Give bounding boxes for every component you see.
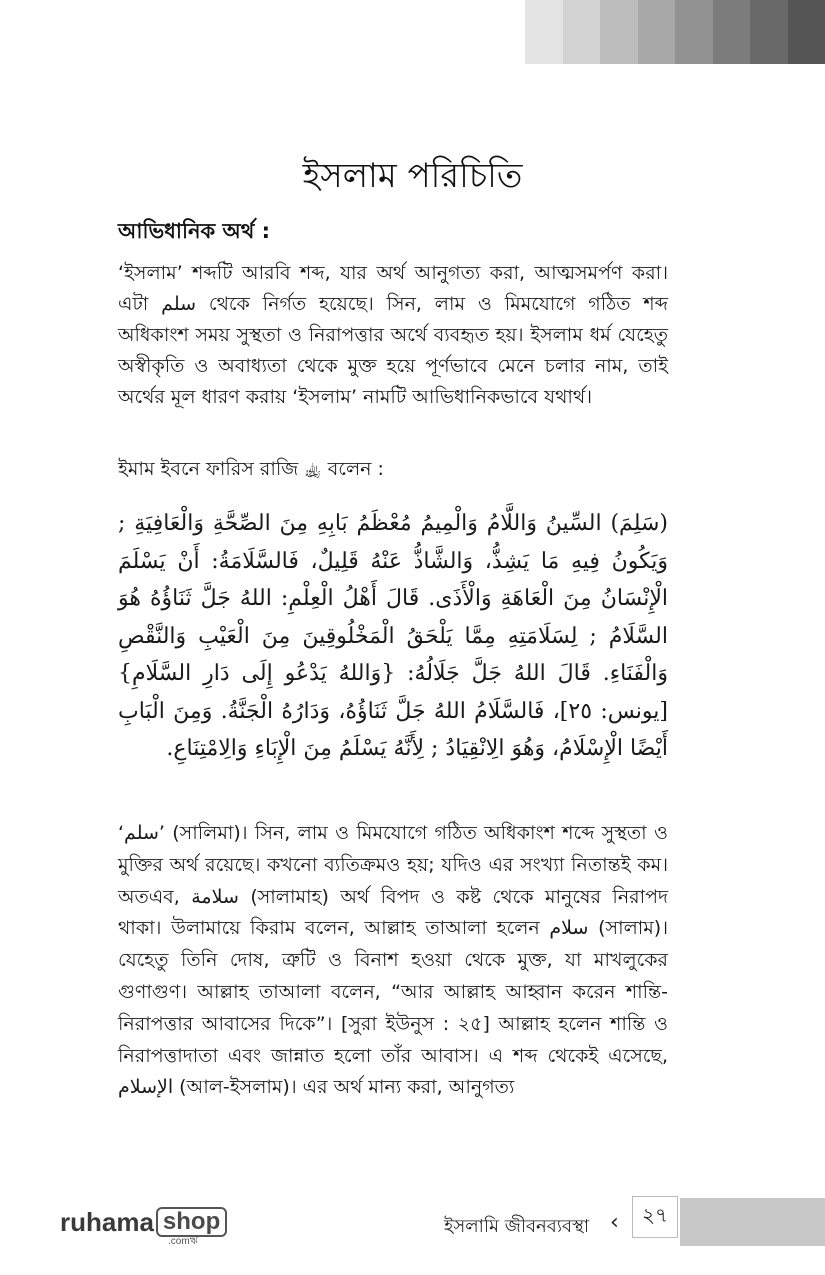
page-number: ২৭: [632, 1196, 678, 1238]
strip-segment: [525, 0, 563, 64]
strip-segment: [563, 0, 601, 64]
strip-segment: [600, 0, 638, 64]
paragraph-2: ‘سلم’ (সালিমা)। সিন, লাম ও মিমযোগে গঠিত অধিকাংশ শব্দে সুস্থতা ও মুক্তির অর্থ রয়েছে। কখনো ব্যতিক্রমও হয়; যদিও এর সংখ্যা নিতান্তই কম। অতএব, سلامة (সালামাহ) অর্থ বিপদ ও কষ্ট থেকে মানুষের নিরাপদ থাকা। উলামায়ে কিরাম বলেন, আল্লাহ তাআলা হলেন سلام (সালাম)। যেহেতু তিনি দোষ, ত্রুটি ও বিনাশ হওয়া থেকে মুক্ত, যা মাখলুকের গুণাগুণ। আল্লাহ তাআলা বলেন, “আর আল্লাহ আহ্বান করেন শান্তি-নিরাপত্তার আবাসের দিকে”। [সুরা ইউনুস : ২৫] আল্লাহ হলেন শান্তি ও নিরাপত্তাদাতা এবং জান্নাত হলো তাঁর আবাস। এ শব্দ থেকেই এসেছে, الإسلام (আল-ইসলাম)। এর অর্থ মান্য করা, আনুগত্য: [118, 822, 668, 1099]
logo-subtext: .comঋ: [168, 1236, 198, 1247]
strip-segment: [675, 0, 713, 64]
logo-text: ruhama: [60, 1207, 154, 1237]
page-title: ইসলাম পরিচিতি: [302, 156, 523, 196]
strip-segment: [788, 0, 825, 64]
section-heading: আভিধানিক অর্থ :: [118, 219, 271, 243]
decorative-color-strip: [525, 0, 825, 64]
logo-shop-box: shop: [156, 1207, 227, 1237]
strip-segment: [713, 0, 751, 64]
running-head: ইসলামি জীবনব্যবস্থা: [444, 1216, 590, 1237]
publisher-logo: [60, 1207, 227, 1237]
quote-intro: ইমাম ইবনে ফারিস রাজি ﵀ বলেন :: [118, 458, 384, 480]
arabic-quote: (سَلِمَ) السِّينُ وَاللَّامُ وَالْمِيمُ مُعْظَمُ بَابِهِ مِنَ الصِّحَّةِ وَالْعَافِيَةِ ; وَيَكُونُ فِيهِ مَا يَشِذُّ، وَالشَّاذُّ عَنْهُ قَلِيلٌ، فَالسَّلَامَةُ: أَنْ يَسْلَمَ الْإِنْسَانُ مِنَ الْعَاهَةِ وَالْأَذَى. قَالَ أَهْلُ الْعِلْمِ: اللهُ جَلَّ ثَنَاؤُهُ هُوَ السَّلَامُ ; لِسَلَامَتِهِ مِمَّا يَلْحَقُ الْمَخْلُوقِينَ مِنَ الْعَيْبِ وَالنَّقْصِ وَالْفَنَاءِ. قَالَ اللهُ جَلَّ جَلَالُهُ: {وَاللهُ يَدْعُو إِلَى دَارِ السَّلَامِ} [يونس: ٢٥]، فَالسَّلَامُ اللهُ جَلَّ ثَنَاؤُهُ، وَدَارُهُ الْجَنَّةُ. وَمِنَ الْبَابِ أَيْضًا الْإِسْلَامُ، وَهُوَ الِانْقِيَادُ ; لِأَنَّهُ يَسْلَمُ مِنَ الْإِبَاءِ وَالِامْتِنَاعِ.: [118, 511, 668, 761]
strip-segment: [638, 0, 676, 64]
footer-bar: [680, 1198, 825, 1246]
strip-segment: [750, 0, 788, 64]
paragraph-1: ‘ইসলাম’ শব্দটি আরবি শব্দ, যার অর্থ আনুগত্য করা, আত্মসমর্পণ করা। এটা سلم থেকে নির্গত হয়েছে। সিন, লাম ও মিমযোগে গঠিত শব্দ অধিকাংশ সময় সুস্থতা ও নিরাপত্তার অর্থে ব্যবহৃত হয়। ইসলাম ধর্ম যেহেতু অস্বীকৃতি ও অবাধ্যতা থেকে মুক্ত হয়ে পূর্ণভাবে মেনে চলার নাম, তাই অর্থের মূল ধারণ করায় ‘ইসলাম’ নামটি আভিধানিকভাবে যথার্থ।: [118, 262, 668, 408]
chevron-left-icon: ‹: [610, 1210, 619, 1235]
